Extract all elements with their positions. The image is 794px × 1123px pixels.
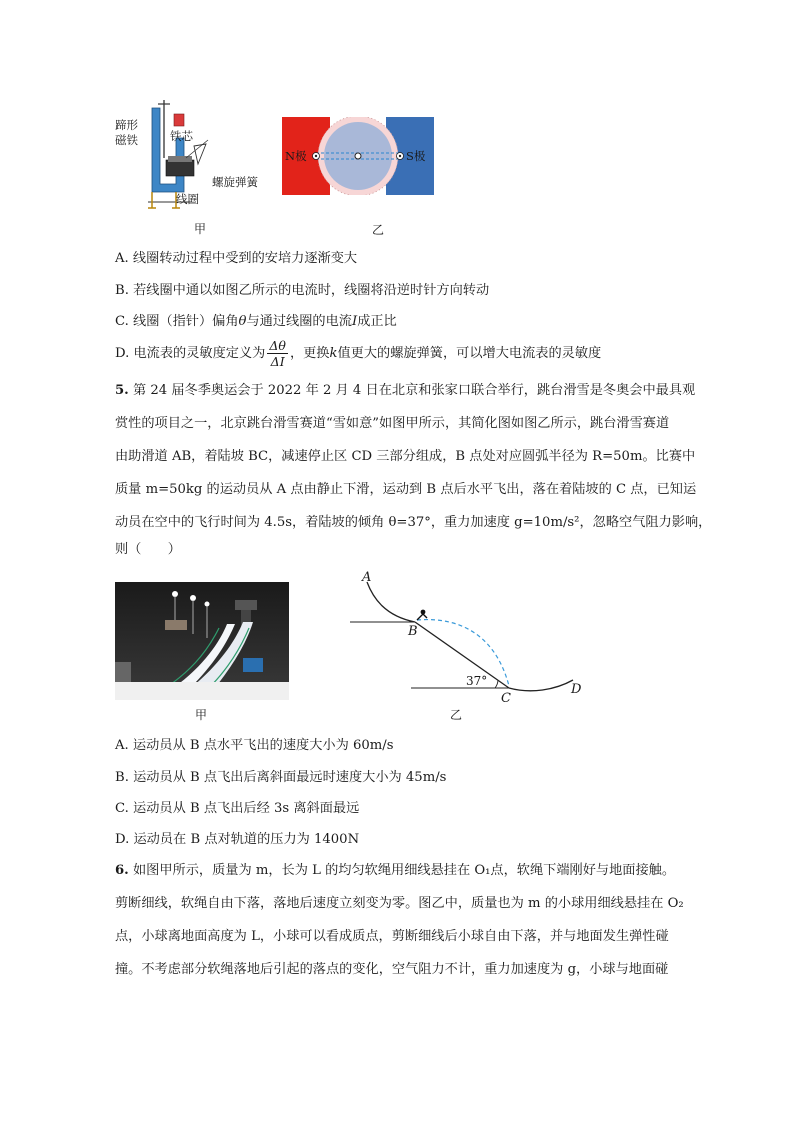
q4-option-a bbox=[115, 249, 357, 269]
figure-caption-yi: 乙 bbox=[372, 223, 385, 237]
q5-stem-line-3: 由助滑道 AB，着陆坡 BC，减速停止区 CD 三部分组成，B 点处对应圆弧半径为 R=50m。比赛中 bbox=[115, 449, 696, 464]
label-n-pole: N极 bbox=[285, 149, 307, 163]
q5-stem-line-6: 则（ ） bbox=[115, 542, 181, 557]
q6-stem-line-3: 点，小球离地面高度为 L，小球可以看成质点，剪断细线后小球自由下落，并与地面发生弹性碰 bbox=[115, 929, 669, 944]
figure-caption-jia: 甲 bbox=[194, 222, 207, 236]
point-label-c: C bbox=[501, 691, 511, 706]
q5-figure-caption-jia: 甲 bbox=[195, 708, 208, 722]
figure-yi-magnet-disk bbox=[282, 117, 434, 237]
sensitivity-fraction bbox=[267, 338, 288, 369]
ski-track-svg bbox=[345, 570, 595, 720]
q6-stem-line-4: 撞。不考虑部分软绳落地后引起的落点的变化，空气阻力不计，重力加速度为 g，小球与地面碰 bbox=[115, 962, 669, 977]
option-text: 线圈（指针）偏角 bbox=[133, 314, 239, 329]
question-text: 第 24 届冬季奥运会于 2022 年 2 月 4 日在北京和张家口联合举行，跳台滑雪是冬奥会中最具观 bbox=[132, 383, 696, 398]
option-text: 值更大的螺旋弹簧，可以增大电流表的灵敏度 bbox=[337, 346, 602, 361]
label-horseshoe-magnet: 蹄形磁铁 bbox=[115, 118, 138, 147]
option-letter: D. bbox=[115, 832, 130, 847]
option-text: 成正比 bbox=[357, 314, 397, 329]
option-text: 运动员从 B 点水平飞出的速度大小为 60m/s bbox=[132, 738, 394, 753]
option-letter: D. bbox=[115, 346, 130, 361]
q5-option-b bbox=[115, 768, 446, 788]
q6-stem-line-1 bbox=[115, 861, 675, 881]
k-symbol: k bbox=[329, 346, 338, 361]
ski-jump-photo-image bbox=[115, 582, 289, 700]
point-label-b: B bbox=[408, 624, 418, 639]
label-s-pole: S极 bbox=[406, 149, 426, 163]
option-text: 线圈转动过程中受到的安培力逐渐变大 bbox=[132, 251, 358, 266]
option-text: 电流表的灵敏度定义为 bbox=[133, 346, 266, 361]
q5-stem-line-1 bbox=[115, 381, 695, 401]
fraction-denominator: ΔI bbox=[270, 354, 285, 369]
q5-option-d bbox=[115, 830, 359, 850]
q5-option-a bbox=[115, 736, 394, 756]
q6-stem-line-2: 剪断细线，软绳自由下落，落地后速度立刻变为零。图乙中，质量也为 m 的小球用细线悬挂在 O₂ bbox=[115, 896, 684, 911]
point-label-d: D bbox=[571, 682, 582, 697]
question-text: 如图甲所示，质量为 m，长为 L 的均匀软绳用细线悬挂在 O₁点，软绳下端刚好与地面接触。 bbox=[132, 863, 676, 878]
fraction-numerator: Δθ bbox=[269, 338, 286, 353]
q5-figure-caption-yi: 乙 bbox=[450, 708, 463, 722]
ski-jump-photo bbox=[115, 582, 289, 700]
theta-symbol: θ bbox=[238, 314, 247, 329]
option-text: 与通过线圈的电流 bbox=[246, 314, 352, 329]
q5-stem-line-4: 质量 m=50kg 的运动员从 A 点由静止下滑，运动到 B 点后水平飞出，落在着陆坡的 C 点，已知运 bbox=[115, 482, 697, 497]
option-letter: C. bbox=[115, 314, 129, 329]
q4-option-b bbox=[115, 281, 489, 301]
option-text: 若线圈中通以如图乙所示的电流时，线圈将沿逆时针方向转动 bbox=[133, 283, 490, 298]
option-text: ，更换 bbox=[289, 346, 330, 361]
label-iron-core: 铁芯 bbox=[170, 129, 193, 143]
q4-option-d bbox=[115, 338, 601, 369]
label-coil: 线圈 bbox=[176, 192, 199, 206]
ski-track-diagram bbox=[345, 570, 595, 720]
option-text: 运动员从 B 点飞出后离斜面最远时速度大小为 45m/s bbox=[133, 770, 447, 785]
figure-jia-galvanometer bbox=[112, 98, 272, 238]
point-label-a: A bbox=[362, 570, 372, 585]
option-letter: A. bbox=[115, 251, 129, 266]
option-text: 运动员从 B 点飞出后经 3s 离斜面最远 bbox=[133, 801, 360, 816]
option-letter: B. bbox=[115, 283, 129, 298]
label-spiral-spring: 螺旋弹簧 bbox=[212, 175, 258, 189]
option-letter: C. bbox=[115, 801, 129, 816]
q5-option-c bbox=[115, 799, 359, 819]
angle-label: 37° bbox=[466, 674, 488, 688]
question-number: 6. bbox=[115, 863, 129, 878]
q4-option-c bbox=[115, 312, 397, 332]
current-symbol: I bbox=[351, 314, 358, 329]
question-number: 5. bbox=[115, 383, 129, 398]
q5-stem-line-5: 动员在空中的飞行时间为 4.5s，着陆坡的倾角 θ=37°，重力加速度 g=10m/s²，忽略空气阻力影响， bbox=[115, 515, 712, 530]
option-letter: B. bbox=[115, 770, 129, 785]
q5-stem-line-2: 赏性的项目之一，北京跳台滑雪赛道“雪如意”如图甲所示，其简化图如图乙所示，跳台滑雪赛道 bbox=[115, 416, 670, 431]
option-text: 运动员在 B 点对轨道的压力为 1400N bbox=[133, 832, 360, 847]
option-letter: A. bbox=[115, 738, 129, 753]
